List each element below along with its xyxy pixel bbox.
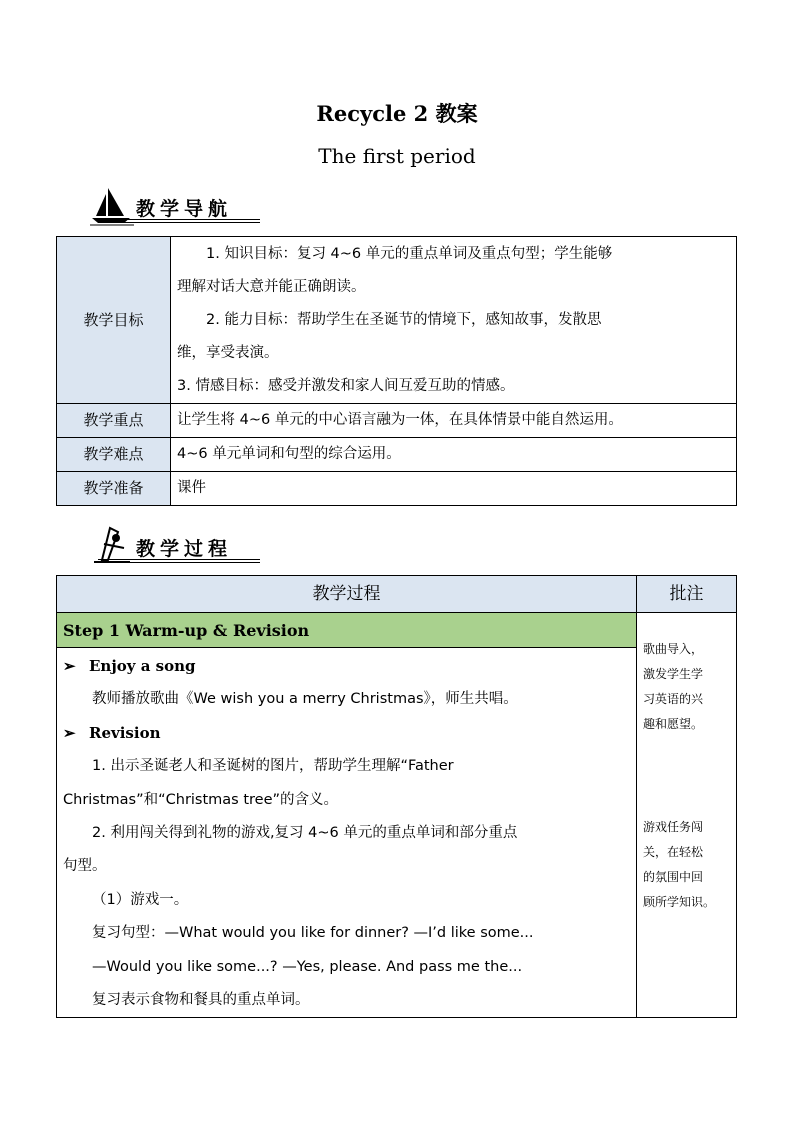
step1-content	[57, 648, 637, 1018]
section-label: 教学过程	[136, 538, 233, 560]
key-points-label: 教学重点	[57, 404, 171, 438]
note1-line1: 歌曲导入，	[643, 642, 704, 656]
step1-heading: Step 1 Warm-up & Revision	[57, 613, 637, 648]
difficulty-label: 教学难点	[57, 438, 171, 472]
note1-line3: 习英语的兴	[643, 692, 704, 706]
sailboat-icon	[90, 186, 134, 226]
revision2-line1: 2. 利用闯关得到礼物的游戏,复习 4~6 单元的重点单词和部分重点	[92, 824, 518, 841]
goals-label: 教学目标	[57, 237, 171, 404]
arrow-bullet-icon: ➢	[63, 723, 76, 742]
key-points-text: 让学生将 4~6 单元的中心语言融为一体，在具体情景中能自然运用。	[171, 404, 737, 438]
note1-line4: 趣和愿望。	[643, 717, 704, 731]
note2-line2: 关，在轻松	[643, 845, 704, 859]
goal3-line: 3. 情感目标：感受并激发和家人间互爱互助的情感。	[177, 377, 515, 394]
document-subtitle: The first period	[318, 144, 476, 168]
bullet-revision	[63, 717, 630, 750]
document-title: Recycle 2 教案	[316, 101, 478, 126]
game1-line: （1）游戏一。	[92, 891, 189, 908]
revision2-line2: 句型。	[63, 858, 107, 875]
teaching-navigation-table	[56, 236, 737, 506]
goal1-line1: 1. 知识目标：复习 4~6 单元的重点单词及重点句型；学生能够	[206, 245, 613, 262]
pattern1-line: 复习句型：—What would you like for dinner? —I’d like some...	[92, 925, 534, 942]
section-header-process	[90, 526, 260, 566]
section-label: 教学导航	[136, 198, 233, 220]
preparation-text: 课件	[171, 472, 737, 506]
section-header-navigation	[90, 186, 260, 226]
pencil-figure-icon	[90, 526, 134, 566]
preparation-label: 教学准备	[57, 472, 171, 506]
bullet-enjoy-song	[63, 650, 630, 683]
song-line: 教师播放歌曲《We wish you a merry Christmas》，师生共唱。	[92, 691, 518, 708]
vocab-line: 复习表示食物和餐具的重点单词。	[92, 991, 310, 1008]
revision-label: Revision	[89, 723, 161, 742]
revision1-line2: Christmas”和“Christmas tree”的含义。	[63, 791, 339, 808]
goal2-line1: 2. 能力目标：帮助学生在圣诞节的情境下，感知故事，发散思	[206, 311, 602, 328]
process-column-header: 教学过程	[57, 576, 637, 613]
notes-column-header: 批注	[637, 576, 737, 613]
revision1-line1: 1. 出示圣诞老人和圣诞树的图片，帮助学生理解“Father	[92, 758, 454, 775]
pattern2-line: —Would you like some...? —Yes, please. And pass me the...	[92, 958, 523, 975]
difficulty-text: 4~6 单元单词和句型的综合运用。	[171, 438, 737, 472]
note1-line2: 激发学生学	[643, 667, 704, 681]
goals-cell	[171, 237, 737, 404]
goal1-line2: 理解对话大意并能正确朗读。	[177, 278, 366, 295]
note2-line1: 游戏任务闯	[643, 820, 704, 834]
teaching-process-table	[56, 575, 737, 1018]
arrow-bullet-icon: ➢	[63, 657, 76, 675]
enjoy-song-label: Enjoy a song	[89, 657, 196, 675]
notes-cell	[637, 613, 737, 1018]
note2-line3: 的氛围中回	[643, 870, 704, 884]
goal2-line2: 维，享受表演。	[177, 344, 279, 361]
note2-line4: 顾所学知识。	[643, 895, 716, 909]
